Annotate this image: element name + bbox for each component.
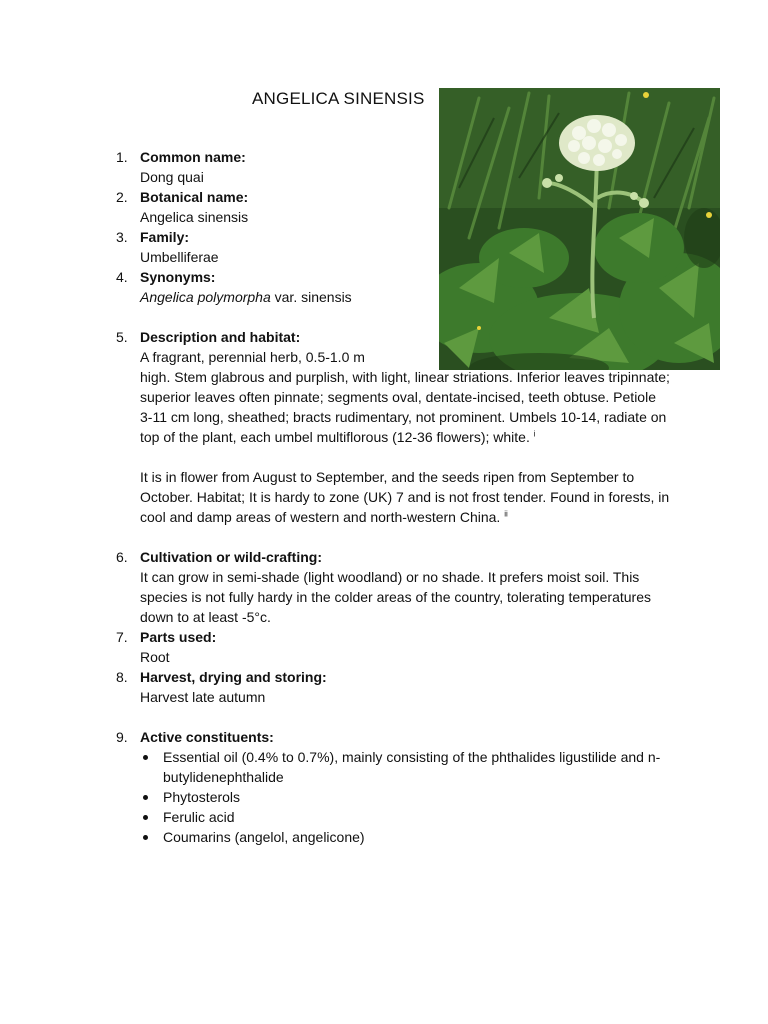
- section-number: 1.: [116, 149, 128, 165]
- section-family: [0, 227, 768, 267]
- section-parts-used: [0, 627, 768, 667]
- description-text: [140, 367, 670, 447]
- section-constituents: [0, 727, 768, 847]
- section-label: Description and habitat:: [140, 329, 301, 345]
- section-number: 6.: [116, 549, 128, 565]
- section-number: 2.: [116, 189, 128, 205]
- section-number: 7.: [116, 629, 128, 645]
- footnote-ref[interactable]: ii: [504, 509, 508, 519]
- list-item: Ferulic acid: [140, 807, 683, 827]
- section-harvest: [0, 667, 768, 707]
- section-value: Dong quai: [140, 169, 204, 185]
- section-number: 9.: [116, 729, 128, 745]
- section-cultivation: [0, 547, 768, 627]
- monograph-list: [0, 147, 768, 847]
- section-label: Active constituents:: [140, 729, 274, 745]
- section-number: 3.: [116, 229, 128, 245]
- section-value: Harvest late autumn: [140, 689, 266, 705]
- spacer: [140, 447, 768, 467]
- section-description: [0, 327, 768, 527]
- page-title: ANGELICA SINENSIS: [252, 89, 425, 108]
- spacer: [0, 707, 768, 727]
- section-number: 8.: [116, 669, 128, 685]
- cultivation-text: It can grow in semi-shade (light woodland) or no shade. It prefers moist soil. This species is not fully hardy in the colder areas of the country, tolerating temperatures down to at least -5°c.: [140, 569, 652, 625]
- section-common-name: [0, 147, 768, 187]
- section-synonyms: [0, 267, 768, 307]
- section-label: Family:: [140, 229, 190, 245]
- description-paragraph-1: high. Stem glabrous and purplish, with light, linear striations. Inferior leaves tripinnate; superior leaves often pinnate; segments oval, dentate-incised, teeth obtuse. Petiole 3-11 cm long, sheathed; bracts rudimentary, not prominent. Umbels 10-14, radiate on top of the plant, each umbel multiflorous (12-36 flowers); white.: [140, 369, 670, 445]
- section-label: Common name:: [140, 149, 246, 165]
- section-label: Synonyms:: [140, 269, 216, 285]
- section-value: Angelica sinensis: [140, 209, 249, 225]
- section-value: Umbelliferae: [140, 249, 219, 265]
- constituents-list: [140, 747, 768, 847]
- section-botanical-name: [0, 187, 768, 227]
- section-number: 4.: [116, 269, 128, 285]
- synonym-rest: var. sinensis: [270, 289, 352, 305]
- section-number: 5.: [116, 329, 128, 345]
- list-item: Coumarins (angelol, angelicone): [140, 827, 683, 847]
- spacer: [0, 527, 768, 547]
- section-label: Botanical name:: [140, 189, 249, 205]
- description-text-first-line: A fragrant, perennial herb, 0.5-1.0 m: [140, 349, 365, 365]
- footnote-ref[interactable]: i: [533, 429, 536, 439]
- section-label: Harvest, drying and storing:: [140, 669, 327, 685]
- list-item: Essential oil (0.4% to 0.7%), mainly consisting of the phthalides ligustilide and n-butylidenephthalide: [140, 747, 683, 787]
- section-value: [140, 287, 768, 307]
- habitat-text: [140, 467, 670, 527]
- synonym-italic: Angelica polymorpha: [140, 289, 271, 305]
- section-label: Cultivation or wild-crafting:: [140, 549, 322, 565]
- description-paragraph-2: It is in flower from August to September, and the seeds ripen from September to October. Habitat; It is hardy to zone (UK) 7 and is not frost tender. Found in forests, in cool and damp areas of western and north-western China.: [140, 469, 670, 525]
- list-item: Phytosterols: [140, 787, 683, 807]
- spacer: [0, 307, 768, 327]
- section-value: Root: [140, 649, 170, 665]
- section-label: Parts used:: [140, 629, 217, 645]
